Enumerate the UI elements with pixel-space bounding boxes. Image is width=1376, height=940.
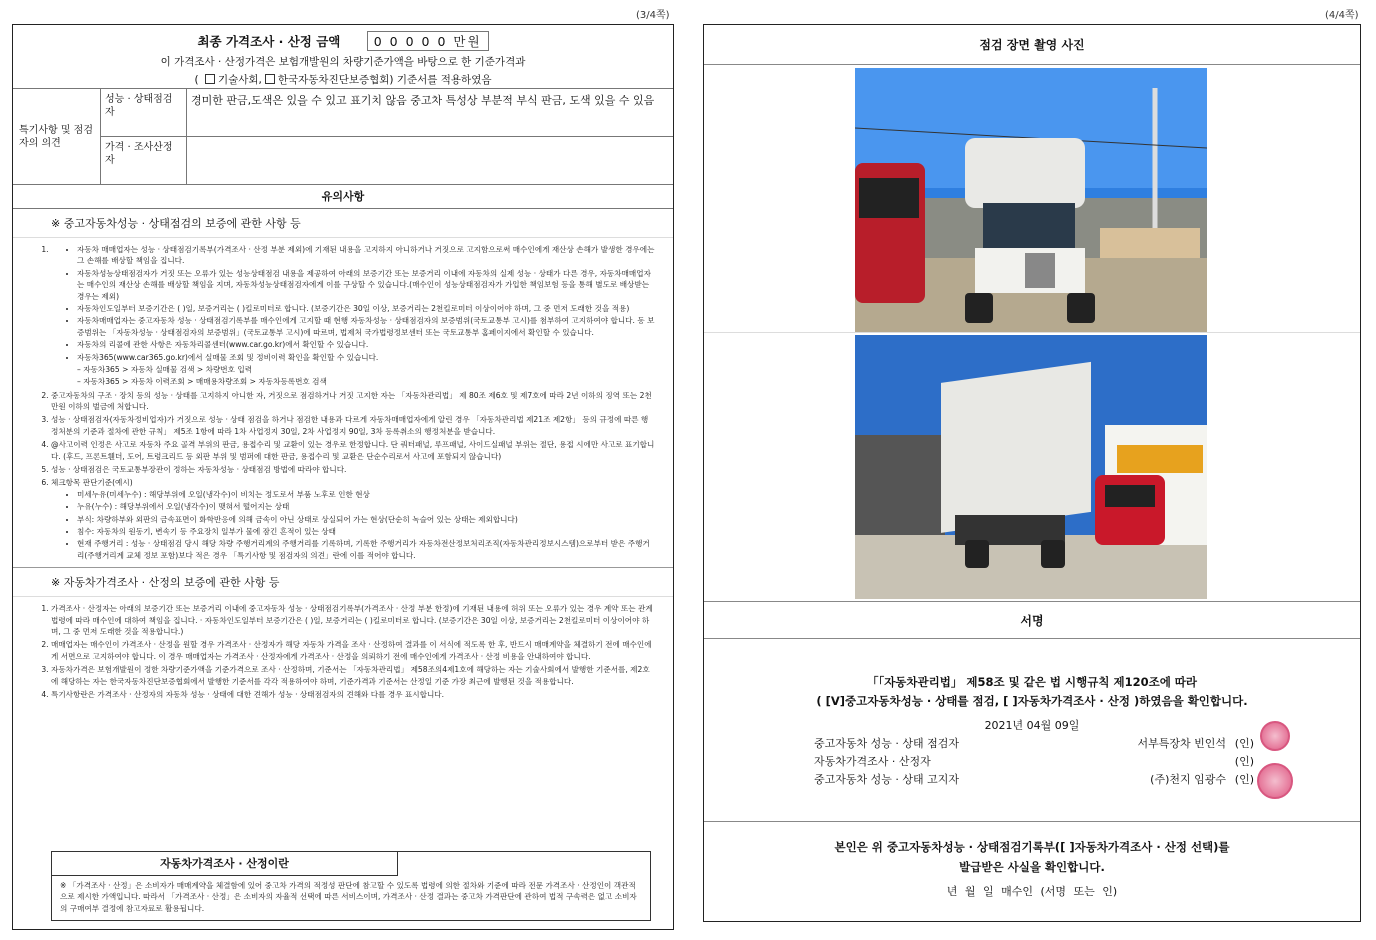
signature-legal-statement (704, 673, 1360, 711)
list-item: 5. 성능 · 상태점검은 국토교통부장관이 정하는 자동차성능 · 상태점검 방법에 따라야 합니다. (51, 464, 655, 475)
final-price-description: 이 가격조사 · 산정가격은 보험개발원의 차량기준가액을 바탕으로 한 기준가격과 (160, 56, 526, 68)
section1-title: ※ 중고자동차성능 · 상태점검의 보증에 관한 사항 등 (13, 209, 673, 238)
price-definition-text: ※ 「가격조사 · 산정」은 소비자가 매매계약을 체결함에 있어 중고차 가격의 적정성 판단에 참고할 수 있도록 법령에 의한 절차와 기준에 따라 전문 가격조사 · 산정인이 객관적으로 제시한 가액입니다. 따라서 「가격조사 · 산정」은 소비자의 자율적 선택에 따른 서비스이며, 가격조사 · 산정 결과는 중고차 가격판단에 관하여 법적 구속력은 없고 소비자의 구매여부 결정에 참고자료로 활용됩니다. (60, 881, 637, 913)
seal-mark: (인) (1234, 737, 1254, 750)
seal-mark: (인) (1234, 755, 1254, 768)
signature-title: 서명 (704, 601, 1360, 639)
caution-title: 유의사항 (13, 185, 673, 209)
signer-name: (주)천지 임광수 (1150, 773, 1226, 786)
seal-stamp-notifier (1257, 763, 1293, 799)
list-item: 2. 중고자동차의 구조 · 장치 등의 성능 · 상태를 고지하지 아니한 자, 거짓으로 점검하거나 거짓 고지한 자는 「자동차관리법」 제 80조 제6호 및 제7호에 따라 2년 이하의 징역 또는 2천만원 이하의 벌금에 처합니다. (51, 390, 655, 413)
bullet: • 부식: 차량하부와 외판의 금속표면이 화학반응에 의해 금속이 아닌 상태로 상실되어 가는 현상(단순히 녹슬어 있는 상태는 제외합니다) (77, 514, 655, 525)
section2-list (13, 597, 673, 706)
list-item-text: 체크항목 판단기준(예시) (51, 478, 133, 488)
inspector-opinion: 경미한 판금,도색은 있을 수 있고 표기치 않음 중고차 특성상 부분적 부식 판금, 도색 있을 수 있음 (191, 94, 655, 107)
bullet: • 자동차의 리콜에 관한 사항은 자동차리콜센터(www.car.go.kr)에서 확인할 수 있습니다. (77, 339, 655, 350)
list-item: 1. 가격조사 · 산정자는 아래의 보증기간 또는 보증거리 이내에 중고자동차 성능 · 상태점검기록부(가격조사 · 산정 부분 한정)에 기재된 내용에 허위 또는 오류가 있는 경우 계약 또는 관계법령에 따라 매수인에 대하여 책임을 집니다. · 자동차인도일부터 보증기간은 ( )일, 보증거리는 ( )킬로미터로 합니다. (보증기간은 30일 이상, 보증거리는 2천킬로미터 이상이어야 하며, 그 중 먼저 도래한 것을 적용합니다.) (51, 603, 655, 637)
price-assessor-opinion (187, 137, 673, 184)
price-definition-title: 자동차가격조사 · 산정이란 (52, 852, 398, 876)
bullet-sub: – 자동차365 > 자동차 실매물 검색 > 차량번호 입력 (77, 364, 253, 374)
final-price-label: 최종 가격조사 · 산정 금액 (197, 34, 341, 49)
photo-section-title: 점검 장면 촬영 사진 (704, 25, 1360, 65)
bullet: • 누유(누수) : 해당부위에서 오일(냉각수)이 맺혀서 떨어지는 상태 (77, 501, 655, 512)
list-item (51, 244, 655, 388)
confirm-line-1: 본인은 위 중고자동차성능 · 상태점검기록부([ ]자동차가격조사 · 산정 선택)를 (834, 840, 1230, 854)
form-page-4 (703, 24, 1361, 922)
bullet: • 침수: 자동차의 원동기, 변속기 등 주요장치 일부가 물에 잠긴 흔적이 있는 상태 (77, 526, 655, 537)
bullet: • 자동차매매업자는 중고자동차 성능 · 상태점검기록부를 매수인에게 고지할 때 현행 자동차성능 · 상태점검자의 보증범위(국토교통부 고시)를 첨부하여 고지하여야 합니다. 동 보증범위는 「자동차성능 · 상태점검자의 보증범위」(국토교통부 고시)에 따르며, 법제처 국가법령정보센터 또는 국토교통부 홈페이지에서 확인할 수 있습니다. (77, 315, 655, 338)
inspector-label: 성능 · 상태점검자 (101, 89, 187, 136)
section1-list (13, 238, 673, 567)
list-item: 3. 성능 · 상태점검자(자동차정비업자)가 거짓으로 성능 · 상태 점검을 하거나 점검한 내용과 다르게 자동차매매업자에게 알린 경우 「자동차관리법 제21조 제2항」 등의 규정에 따른 행정처분의 기준과 절차에 관한 규칙」 제5조 1항에 따라 1차 사업정지 30일, 2차 사업정지 90일, 3차 등록취소의 행정처분을 받습니다. (51, 414, 655, 437)
seal-stamp-inspector (1260, 721, 1290, 751)
special-notes-table (13, 89, 673, 185)
list-item: 3. 자동차가격은 보험개발원이 정한 차량기준가액을 기준가격으로 조사 · 산정하며, 기준서는 「자동차관리법」 제58조의4제1호에 해당하는 자는 기술사회에서 발행한 기준서를, 제2호에 해당하는 자는 한국자동차진단보증협회에서 발행한 기준서를 각각 적용하여야 하며, 기준가격과 기준서는 산정일 기준 가장 최근에 발행된 것을 적용합니다. (51, 664, 655, 687)
bullet-sub: – 자동차365 > 자동차 이력조회 > 매매용차량조회 > 자동차등록번호 검색 (77, 377, 327, 387)
bullet: • 자동차성능상태점검자가 거짓 또는 오류가 있는 성능상태점검 내용을 제공하여 아래의 보증기간 또는 보증거리 이내에 자동차의 실제 성능 · 상태가 다른 경우, 자동차매매업자는 매수인의 재산상 손해를 배상할 책임을 지며, 자동차성능상태점검자에게 이를 구상할 수 있습니다.(매수인이 성능상태점검자가 가입한 책임보험 등을 통해 별도로 배상받는 경우는 제외) (77, 268, 655, 302)
bullet: • 1. 자동차 매매업자는 성능 · 상태점검기록부(가격조사 · 산정 부분 제외)에 기재된 내용을 고지하지 아니하거나 거짓으로 고지함으로써 매수인에게 재산상 손해가 발생한 경우에는 그 손해를 배상할 책임을 집니다. (77, 244, 655, 267)
price-definition-box (51, 851, 651, 921)
checkbox-engineers[interactable] (205, 74, 215, 84)
bullet: • 자동차인도일부터 보증기간은 ( )일, 보증거리는 ( )킬로미터로 합니다. (보증기간은 30일 이상, 보증거리는 2천킬로미터 이상이어야 하며, 그 중 먼저 도래한 것을 적용) (77, 303, 655, 314)
legal-line-2: ( [V]중고자동차성능 · 상태를 점검, [ ]자동차가격조사 · 산정 )하였음을 확인합니다. (816, 694, 1248, 708)
bullet: • 미세누유(미세누수) : 해당부위에 오일(냉각수)이 비치는 정도로서 부품 노후로 인한 현상 (77, 489, 655, 500)
seal-mark: (인) (1234, 773, 1254, 786)
list-item: 4. 특기사항란은 가격조사 · 산정자의 자동차 성능 · 상태에 대한 견해가 성능 · 상태점검자의 견해와 다를 경우 표시합니다. (51, 689, 655, 700)
legal-line-1: 「「자동차관리법」 제58조 및 같은 법 시행규칙 제120조에 따라 (866, 675, 1198, 689)
buyer-signature-line: 년 월 일 매수인 (서명 또는 인) (946, 885, 1118, 898)
inspection-photo-front (855, 68, 1207, 332)
signer-name: 서부특장차 빈인석 (1137, 737, 1226, 750)
special-notes-label: 특기사항 및 점검자의 의견 (13, 89, 101, 184)
list-item: 4. @사고이력 인정은 사고로 자동차 주요 골격 부위의 판금, 용접수리 및 교환이 있는 경우로 한정합니다. 단 쿼터패널, 루프패널, 사이드실패널 부위는 절단, 용접 시에만 사고로 표기합니다. (후드, 프론트휀더, 도어, 트렁크리드 등 외판 부위 및 범퍼에 대한 판금, 용접수리 및 교환은 단순수리로서 사고에 포함되지 않습니다) (51, 439, 655, 462)
bullet: • 자동차365(www.car365.go.kr)에서 실매물 조회 및 정비이력 확인을 확인할 수 있습니다. (77, 352, 655, 363)
checkbox-association[interactable] (265, 74, 275, 84)
form-page-3 (12, 24, 674, 930)
signer-role: 중고자동차 성능 · 상태 점검자 (814, 737, 959, 750)
option-association-label: 한국자동차진단보증협회) 기준서를 적용하였음 (277, 74, 492, 86)
confirm-line-2: 발급받은 사실을 확인합니다. (959, 860, 1105, 874)
final-price-amount: 0 0 0 0 0 만원 (367, 31, 489, 51)
section2-title: ※ 자동차가격조사 · 산정의 보증에 관한 사항 등 (13, 567, 673, 597)
list-item: 2. 매매업자는 매수인이 가격조사 · 산정을 원할 경우 가격조사 · 산정자가 해당 자동차 가격을 조사 · 산정하여 결과를 이 서식에 적도록 한 후, 반드시 매매계약을 체결하기 전에 매수인에게 서면으로 고지하여야 합니다. 이 경우 매매업자는 가격조사 · 산정자에게 가격조사 · 산정을 의뢰하기 전에 매수인에게 가격조사 · 산정 비용을 안내하여야 합니다. (51, 639, 655, 662)
signature-date: 2021년 04월 09일 (984, 719, 1080, 732)
signer-role: 자동차가격조사 · 산정자 (814, 755, 931, 768)
bullet: • 현재 주행거리 : 성능 · 상태점검 당시 해당 차량 주행거리계의 주행거리를 기록하며, 기록한 주행거리가 자동차전산정보처리조직(자동차관리정보시스템)으로부터 받은 주행거리(주행거리계 교체 정보 포함)보다 적은 경우 「특기사항 및 점검자의 의견」란에 이를 적어야 합니다. (77, 538, 655, 561)
price-assessor-label: 가격 · 조사산정자 (101, 137, 187, 184)
standard-selection: ( 기술사회, 한국자동차진단보증협회) 기준서를 적용하였음 (194, 74, 492, 86)
final-price-section (13, 25, 673, 89)
inspection-photo-rear (855, 335, 1207, 599)
signer-role: 중고자동차 성능 · 상태 고지자 (814, 773, 959, 786)
page-number-right: (4/4쪽) (1325, 10, 1359, 21)
buyer-confirmation (704, 837, 1360, 877)
list-item (51, 477, 655, 561)
option-engineers-label: 기술사회, (217, 74, 262, 86)
page-number-left: (3/4쪽) (636, 10, 670, 21)
